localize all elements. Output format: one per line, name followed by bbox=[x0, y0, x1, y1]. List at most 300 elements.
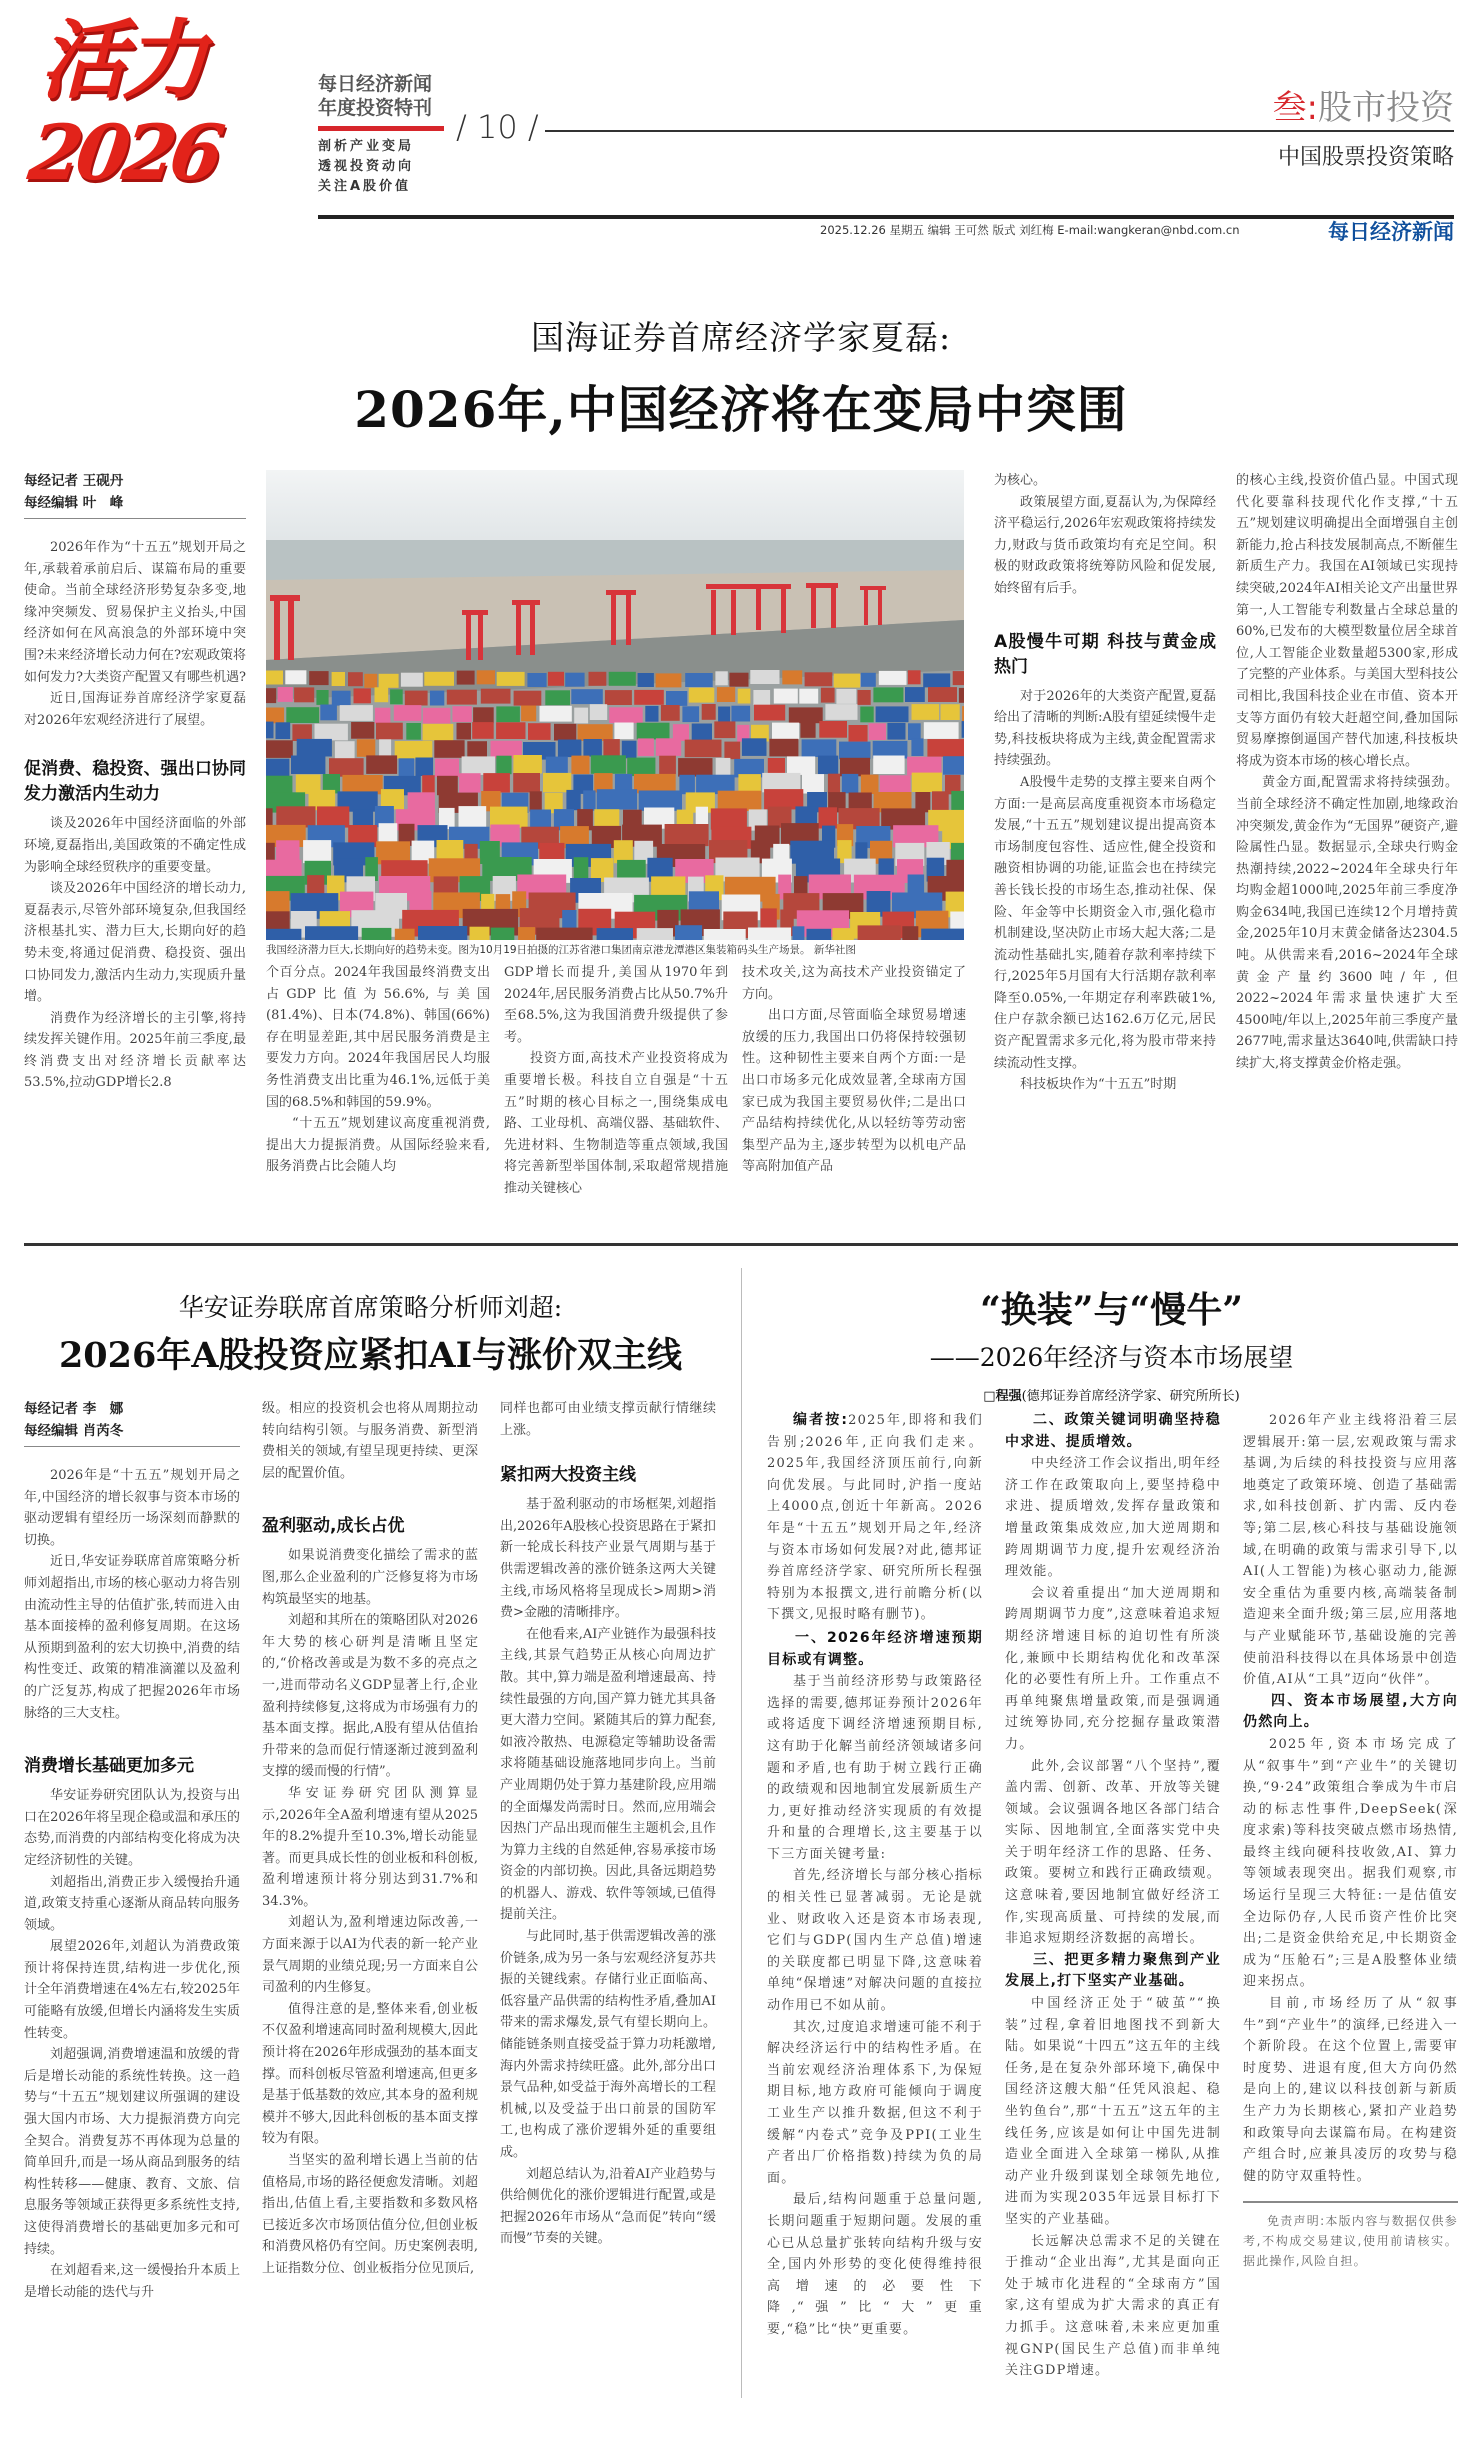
container-block bbox=[496, 706, 520, 722]
container-block bbox=[364, 674, 377, 688]
paragraph: 首先,经济增长与部分核心指标的相关性已显著减弱。无论是就业、财政收入还是资本市场表现,它们与GDP(国内生产总值)增速的关联度都已明显下降,这意味着单纯“保增速”对解决问题的直接拉动作用已不如从前。 bbox=[767, 1868, 983, 2014]
container-block bbox=[840, 758, 870, 777]
container-block bbox=[921, 929, 964, 940]
container-block bbox=[941, 704, 960, 720]
article3-point1-title: 一、2026年经济增速预期目标或有调整。 bbox=[767, 1629, 983, 1668]
container-block bbox=[496, 756, 511, 775]
container-block bbox=[375, 708, 391, 724]
container-block bbox=[908, 670, 921, 684]
container-block bbox=[434, 740, 464, 758]
container-block bbox=[342, 775, 382, 794]
container-block bbox=[861, 673, 876, 687]
container-block bbox=[924, 722, 959, 739]
container-block bbox=[738, 689, 751, 704]
container-block bbox=[276, 806, 315, 827]
container-block bbox=[748, 928, 791, 941]
masthead-divider-top bbox=[545, 130, 1454, 132]
container-block bbox=[880, 775, 911, 794]
article1-column2 bbox=[266, 962, 490, 1178]
section-name: 股市投资 bbox=[1318, 88, 1454, 128]
container-block bbox=[849, 725, 868, 742]
article1-column6 bbox=[1236, 470, 1458, 1075]
brand-logo: 每日经济新闻 bbox=[1328, 219, 1454, 244]
paragraph: 如果说消费变化描绘了需求的蓝图,那么企业盈利的广泛修复将为市场构筑最坚实的地基。 bbox=[262, 1548, 478, 1607]
container-block bbox=[518, 927, 535, 940]
article1-subhead1: 促消费、稳投资、强出口协同发力激活内生动力 bbox=[24, 759, 246, 805]
container-block bbox=[527, 673, 546, 687]
container-block bbox=[379, 739, 391, 757]
container-block bbox=[792, 926, 804, 940]
paragraph: 基于盈利驱动的市场框架,刘超指出,2026年A股核心投资思路在于紧扣新一轮成长科技产业景气周期与基于供需逻辑改善的涨价链条这两大关键主线,市场风格将呈现成长>周期>消费>金融的清晰排序。 bbox=[500, 1497, 716, 1621]
paragraph: 会议着重提出“加大逆周期和跨周期调节力度”,这意味着追求短期经济增速目标的迫切性有所淡化,兼顾中长期结构优化和改革深化的必要性有所上升。工作重点不再单纯聚焦增量政策,而是强调通过统筹协同,充分挖掘存量政策潜力。 bbox=[1005, 1585, 1221, 1752]
container-block bbox=[702, 704, 716, 720]
container-block bbox=[357, 739, 376, 757]
container-block bbox=[923, 673, 950, 687]
paragraph: 同样也都可由业绩支撑贡献行情继续上涨。 bbox=[500, 1401, 716, 1438]
container-block bbox=[406, 723, 421, 740]
container-block bbox=[276, 722, 291, 739]
article3-column1 bbox=[767, 1410, 983, 2341]
container-block bbox=[543, 773, 571, 792]
byline-reporter: 每经记者 李 娜 bbox=[24, 1401, 124, 1417]
container-block bbox=[614, 723, 633, 740]
byline-rule bbox=[24, 1446, 240, 1447]
container-block bbox=[666, 691, 687, 706]
container-block bbox=[689, 688, 715, 703]
container-block bbox=[483, 773, 510, 792]
container-block bbox=[675, 925, 702, 940]
section-divider bbox=[24, 1243, 1458, 1246]
paragraph: 华安证券研究团队测算显示,2026年全A盈利增速有望从2025年的8.2%提升至10.3%,增长动能显著。而更具成长性的创业板和科创板,盈利增速预计将分别达到31.7%和34.3%。 bbox=[262, 1785, 478, 1909]
container-block bbox=[656, 738, 681, 756]
container-block bbox=[605, 690, 632, 705]
container-block bbox=[907, 757, 941, 776]
paragraph: A股慢牛走势的支撑主要来自两个方面:一是高层高度重视资本市场稳定发展,“十五五”规划建议提出提高资本市场制度包容性、适应性,健全投资和融资相协调的功能,证监会也在持续完善长钱长投的市场生态,推动社保、保险、年金等中长期资金入市,强化稳市机制建设,坚决防止市场大起大落;二是流动性基础扎实,随着存款利率持续下行,2025年5月国有大行活期存款利率降至0.05%,一年期定存利率跌破1%,住户存款余额已达162.6万亿元,居民资产配置需求多元化,将为股市带来持续流动性支撑。 bbox=[994, 774, 1216, 1071]
container-block bbox=[908, 723, 921, 740]
container-block bbox=[467, 741, 487, 759]
container-block bbox=[638, 673, 654, 687]
date-editor-line: 2025.12.26 星期五 编辑 王可然 版式 刘红梅 E-mail:wangkeran@nbd.com.cn bbox=[820, 223, 1240, 237]
paragraph: 基于当前经济形势与政策路径选择的需要,德邦证券预计2026年或将适度下调经济增速预期目标,这有助于化解当前经济领域诸多问题和矛盾,也有助于树立践行正确的政绩观和因地制宜发展新质生产力,更好推动经济实现质的有效提升和量的合理增长,这主要基于以下三方面关键考量: bbox=[767, 1674, 983, 1862]
container-block bbox=[832, 928, 854, 940]
container-block bbox=[375, 687, 389, 702]
article3-point4-title: 四、资本市场展望,大方向仍然向上。 bbox=[1243, 1692, 1458, 1731]
container-block bbox=[802, 774, 824, 793]
paragraph: 对于2026年的大类资产配置,夏磊给出了清晰的判断:A股有望延续慢牛走势,科技板块将成为主线,黄金配置需求持续强劲。 bbox=[994, 688, 1216, 769]
container-block bbox=[266, 708, 284, 724]
byline-editor: 每经编辑 叶 峰 bbox=[24, 495, 124, 511]
container-block bbox=[912, 704, 940, 720]
paragraph: 长远解决总需求不足的关键在于推动“企业出海”,尤其是面向正处于城市化进程的“全球南方”国家,这有望成为扩大需求的真正有力抓手。这意味着,未来应更加重视GNP(国民生产总值)而非单纯关注GDP增速。 bbox=[1005, 2233, 1221, 2379]
container-block bbox=[390, 689, 403, 704]
author-box-icon: □ bbox=[983, 1389, 996, 1404]
container-block bbox=[590, 704, 607, 720]
container-block bbox=[714, 721, 735, 738]
photo-caption: 我国经济潜力巨大,长期向好的趋势未变。图为10月19日拍摄的江苏省港口集团南京港龙潭港区集装箱码头生产场景。 新华社图 bbox=[266, 944, 856, 956]
container-block bbox=[637, 723, 670, 740]
container-block bbox=[638, 738, 654, 756]
container-block bbox=[637, 928, 673, 940]
container-block bbox=[297, 739, 332, 757]
container-block bbox=[266, 929, 301, 940]
article1-column1 bbox=[24, 470, 246, 1094]
container-block bbox=[329, 758, 364, 777]
section-title bbox=[1273, 80, 1454, 129]
container-block bbox=[839, 742, 871, 760]
container-block bbox=[800, 721, 815, 738]
container-block bbox=[774, 689, 798, 704]
container-block bbox=[609, 672, 636, 686]
paragraph: 出口方面,尽管面临全球贸易增速放缓的压力,我国出口仍将保持较强韧性。这种韧性主要来自两个方面:一是出口市场多元化成效显著,全球南方国家已成为我国主要贸易伙伴;二是出口产品结构持续优化,从以轻纺等劳动密集型产品为主,逐步转型为以机电产品等高附加值产品 bbox=[742, 1008, 966, 1175]
container-block bbox=[754, 705, 785, 721]
container-block bbox=[332, 672, 345, 686]
paragraph: 当坚实的盈利增长遇上当前的估值格局,市场的路径便愈发清晰。刘超指出,估值上看,主要指数和多数风格已接近多次市场顶估值分位,但创业板和消费风格仍有空间。历史案例表明,上证指数分位、创业板指分位见顶后, bbox=[262, 2153, 478, 2276]
byline-rule bbox=[24, 518, 246, 519]
container-block bbox=[418, 926, 467, 940]
byline-reporter: 每经记者 王砚丹 bbox=[24, 473, 124, 489]
container-block bbox=[497, 672, 525, 686]
container-block bbox=[951, 791, 964, 811]
author-title: (德邦证券首席经济学家、研究所所长) bbox=[1021, 1389, 1240, 1404]
article3-subheadline: ——2026年经济与资本市场展望 bbox=[929, 1343, 1294, 1372]
container-block bbox=[578, 724, 613, 741]
container-block bbox=[303, 840, 331, 863]
article1-column4 bbox=[742, 962, 966, 1178]
port-container-photo bbox=[266, 470, 964, 940]
container-block bbox=[574, 857, 589, 881]
article3-column3 bbox=[1243, 1410, 1458, 2271]
container-block bbox=[634, 690, 664, 705]
container-block bbox=[571, 756, 589, 775]
container-block bbox=[315, 724, 348, 741]
container-block bbox=[401, 673, 423, 687]
paragraph: 刘超和其所在的策略团队对2026年大势的核心研判是清晰且坚定的,“价格改善或是为数不多的亮点之一,进而带动名义GDP显著上行,企业盈利持续修复,这将成为市场强有力的基本面支撑。据此,A股有望从估值抬升带来的急而促行情逐渐过渡到盈利支撑的缓而慢的行情”。 bbox=[262, 1613, 478, 1780]
container-block bbox=[554, 724, 576, 741]
container-block bbox=[656, 673, 682, 687]
container-block bbox=[457, 671, 475, 685]
container-block bbox=[415, 758, 433, 777]
container-block bbox=[858, 925, 901, 940]
container-block bbox=[753, 690, 770, 705]
article2-subhead3: 紧扣两大投资主线 bbox=[500, 1465, 636, 1486]
paragraph: 华安证券研究团队认为,投资与出口在2026年将呈现企稳或温和承压的态势,而消费的内部结构变化将成为决定经济韧性的关键。 bbox=[24, 1788, 240, 1868]
container-block bbox=[603, 739, 619, 757]
paragraph: 谈及2026年中国经济的增长动力,夏磊表示,尽管外部环境复杂,但我国经济根基扎实、潜力巨大,长期向好的趋势未变,将通过促消费、稳投资、强出口协同发力,激活内生动力,实现质升量增。 bbox=[24, 881, 246, 1005]
container-block bbox=[351, 722, 374, 739]
slogan-line2: 透视投资动向 bbox=[318, 159, 415, 174]
article2-column2 bbox=[262, 1398, 478, 2280]
container-block bbox=[682, 706, 699, 722]
container-block bbox=[583, 739, 602, 757]
container-block bbox=[661, 705, 680, 721]
paragraph: 刘超强调,消费增速温和放缓的背后是增长动能的系统性转换。这一趋势与“十五五”规划建议所强调的建设强大国内市场、大力提振消费方向完全契合。消费复苏不再体现为总量的简单回升,而是一场从商品到服务的结构性转移——健康、教育、文旅、信息服务等领域正获得更多系统性支持,这使得消费增长的基础更加多元和可持续。 bbox=[24, 2047, 240, 2257]
container-block bbox=[399, 758, 415, 777]
container-block bbox=[911, 738, 923, 756]
byline-editor: 每经编辑 肖芮冬 bbox=[24, 1423, 124, 1439]
paragraph: 值得注意的是,整体来看,创业板不仅盈利增速高同时盈利规模大,因此预计将在2026年形成强劲的基本面支撑。而科创板尽管盈利增速高,但更多是基于低基数的效应,其本身的盈利规模并不够大,因此科创板的基本面支撑较为有限。 bbox=[262, 2001, 478, 2147]
container-block bbox=[430, 691, 444, 706]
container-block bbox=[828, 774, 840, 793]
container-block bbox=[376, 723, 403, 740]
article1-headline: 2026年,中国经济将在变局中突围 bbox=[354, 380, 1128, 439]
paragraph: 2026年作为“十五五”规划开局之年,承载着承前启后、谋篇布局的重要使命。当前全球经济形势复杂多变,地缘冲突频发、贸易保护主义抬头,中国经济如何在风高浪急的外部环境中突围?未来经济增长动力何在?宏观政策将如何发力?大类资产配置又有哪些机遇? bbox=[24, 540, 246, 685]
container-block bbox=[395, 741, 433, 759]
disclaimer-rule bbox=[1243, 2201, 1458, 2203]
container-block bbox=[716, 758, 731, 777]
article3-author bbox=[741, 1385, 1482, 1404]
container-block bbox=[711, 808, 747, 829]
container-block bbox=[294, 687, 314, 702]
container-block bbox=[320, 705, 337, 721]
container-block bbox=[514, 691, 542, 706]
paragraph: 此外,会议部署“八个坚持”,覆盖内需、创新、改革、开放等关键领域。会议强调各地区各部门结合实际、因地制宜,全面落实党中央关于明年经济工作的思路、任务、政策。要树立和践行正确政绩观。这意味着,要因地制宜做好经济工作,实现高质量、可持续的发展,而非追求短期经济数据的高增长。 bbox=[1005, 1758, 1221, 1947]
container-block bbox=[818, 756, 838, 775]
container-block bbox=[879, 671, 907, 685]
container-block bbox=[305, 926, 358, 940]
container-block bbox=[513, 773, 540, 792]
container-block bbox=[491, 928, 515, 940]
container-block bbox=[266, 688, 276, 703]
paragraph: GDP增长而提升,美国从1970年到2024年,居民服务消费占比从50.7%升至68.5%,这为我国消费升级提供了参考。 bbox=[504, 965, 728, 1045]
section-subtitle: 中国股票投资策略 bbox=[1277, 145, 1454, 170]
section-number: 叁 bbox=[1272, 88, 1307, 128]
container-block bbox=[959, 688, 964, 703]
container-block bbox=[799, 689, 818, 704]
container-block bbox=[819, 721, 847, 738]
container-block bbox=[932, 791, 949, 811]
article2-column3 bbox=[500, 1398, 716, 2250]
slogan-line1: 剖析产业变局 bbox=[318, 139, 415, 154]
container-block bbox=[782, 670, 802, 684]
container-block bbox=[634, 774, 676, 793]
container-block bbox=[521, 706, 536, 722]
container-block bbox=[528, 723, 551, 740]
container-block bbox=[472, 722, 494, 739]
container-block bbox=[266, 671, 283, 685]
container-block bbox=[286, 707, 319, 723]
container-block bbox=[614, 840, 633, 863]
container-block bbox=[462, 756, 495, 775]
container-block bbox=[836, 689, 856, 704]
container-block bbox=[548, 672, 564, 686]
article3-point2-title: 二、政策关键词明确坚持稳中求进、提质增效。 bbox=[1005, 1412, 1221, 1450]
container-block bbox=[802, 739, 837, 757]
container-block bbox=[332, 691, 351, 706]
article2-subhead1: 消费增长基础更加多元 bbox=[24, 1756, 194, 1777]
port-photo-illustration bbox=[266, 470, 964, 940]
container-block bbox=[536, 928, 592, 940]
container-block bbox=[447, 690, 477, 705]
article2-column1 bbox=[24, 1398, 240, 2303]
container-block bbox=[362, 928, 392, 940]
container-block bbox=[278, 687, 293, 702]
container-block bbox=[422, 775, 435, 794]
paragraph: 近日,华安证券联席首席策略分析师刘超指出,市场的核心驱动力将告别由流动性主导的估值扩张,转而进入由基本面接棒的盈利修复周期。在这场从预期到盈利的宏大切换中,消费的结构性变迁、政策的精准滴灌以及盈利的广泛复苏,构成了把握2026年市场脉络的三大支柱。 bbox=[24, 1554, 240, 1721]
container-block bbox=[558, 740, 582, 758]
container-block bbox=[574, 708, 588, 724]
article3-point3-title: 三、把更多精力聚焦到产业发展上,打下坚实产业基础。 bbox=[1005, 1951, 1221, 1990]
container-block bbox=[742, 738, 767, 756]
container-block bbox=[764, 789, 803, 809]
column-divider bbox=[741, 1268, 742, 2398]
container-block bbox=[685, 673, 713, 687]
container-block bbox=[379, 674, 399, 688]
paragraph: 目前,市场经历了从“叙事牛”到“产业牛”的演绎,已经进入一个新阶段。在这个位置上,需要审时度势、进退有度,但大方向仍然是向上的,建议以科技创新与新质生产力为长期核心,紧扣产业趋势和政策导向去谋篇布局。在构建资产组合时,应兼具凌厉的攻势与稳健的防守双重特性。 bbox=[1243, 1996, 1458, 2184]
container-block bbox=[717, 687, 735, 702]
container-block bbox=[645, 706, 658, 722]
container-block bbox=[266, 740, 293, 758]
container-block bbox=[772, 723, 799, 740]
paper-name-line2: 年度投资特刊 bbox=[318, 97, 433, 119]
container-block bbox=[858, 690, 871, 705]
container-block bbox=[860, 707, 873, 723]
container-block bbox=[769, 739, 798, 757]
container-block bbox=[627, 758, 655, 777]
container-block bbox=[659, 756, 676, 775]
container-block bbox=[738, 774, 761, 793]
container-block bbox=[470, 927, 490, 940]
masthead-red-bar bbox=[318, 126, 444, 131]
paragraph: 2025年,资本市场完成了从“叙事牛”到“产业牛”的关键切换,“9·24”政策组合拳成为牛市启动的标志性事件,DeepSeek(深度求索)等科技突破点燃市场热情,最终主线向硬科技收敛,AI、算力等领域表现突出。据我们观察,市场运行呈现三大特征:一是估值安全边际仍存,人民币资产性价比突出;二是资金供给充足,中长期资金成为“压舱石”;三是A股整体业绩迎来拐点。 bbox=[1243, 1736, 1458, 1990]
container-block bbox=[873, 756, 904, 775]
container-block bbox=[825, 704, 857, 720]
container-block bbox=[589, 672, 607, 686]
container-block bbox=[609, 707, 643, 723]
container-block bbox=[496, 722, 525, 739]
slogan-line3: 关注A股价值 bbox=[318, 179, 412, 194]
container-block bbox=[842, 774, 859, 793]
container-block bbox=[481, 689, 511, 704]
container-block bbox=[395, 929, 415, 940]
container-block bbox=[807, 929, 832, 940]
container-block bbox=[335, 741, 355, 759]
paragraph: 级。相应的投资机会也将从周期拉动转向结构引领。与服务消费、新型消费相关的领域,有望呈现更持续、更深层的配置价值。 bbox=[262, 1401, 478, 1481]
masthead-block bbox=[318, 72, 444, 197]
paragraph: 中央经济工作会议指出,明年经济工作在政策取向上,要坚持稳中求进、提质增效,发挥存量政策和增量政策集成效应,加大逆周期和跨周期调节力度,提升宏观经济治理效能。 bbox=[1005, 1456, 1221, 1580]
disclaimer: 免责声明:本版内容与数据仅供参考,不构成交易建议,使用前请核实。据此操作,风险自担。 bbox=[1243, 2214, 1458, 2269]
container-block bbox=[266, 759, 289, 778]
container-block bbox=[729, 673, 748, 687]
masthead-divider-bottom bbox=[318, 215, 1454, 219]
container-block bbox=[805, 672, 833, 686]
article2-kicker: 华安证券联席首席策略分析师刘超: bbox=[178, 1293, 563, 1322]
container-block bbox=[405, 691, 428, 706]
container-block bbox=[731, 706, 750, 722]
container-block bbox=[540, 706, 572, 722]
paragraph: 消费作为经济增长的主引擎,将持续发挥关键作用。2025年前三季度,最终消费支出对经济增长贡献率达53.5%,拉动GDP增长2.8 bbox=[24, 1010, 246, 1091]
container-block bbox=[424, 672, 454, 686]
paragraph: 在刘超看来,这一缓慢抬升本质上是增长动能的迭代与升 bbox=[24, 2263, 240, 2300]
container-block bbox=[819, 807, 838, 828]
container-block bbox=[366, 755, 397, 774]
container-block bbox=[423, 708, 451, 724]
container-block bbox=[912, 773, 942, 792]
container-block bbox=[292, 724, 312, 741]
container-block bbox=[354, 688, 371, 703]
container-block bbox=[887, 723, 905, 740]
paragraph: 2026年产业主线将沿着三层逻辑展开:第一层,宏观政策与需求基调,为后续的科技投资与应用落地奠定了政策环境、创造了基础需求,如科技创新、扩内需、反内卷等;第二层,核心科技与基础设施领域,在明确的政策与需求引导下,以AI(人工智能)为核心驱动力,能源安全重估为重要内核,高端装备制造迎来全面升级;第三层,应用落地与产业赋能环节,基础设施的完善使前沿科技得以在具体场景中创造价值,AI从“工具”迈向“伙伴”。 bbox=[1243, 1413, 1458, 1688]
container-block bbox=[583, 790, 595, 810]
container-block bbox=[394, 705, 422, 721]
container-block bbox=[902, 926, 918, 940]
container-block bbox=[459, 773, 481, 792]
container-block bbox=[530, 791, 542, 811]
container-block bbox=[565, 673, 584, 687]
container-block bbox=[724, 742, 740, 760]
container-block bbox=[437, 776, 458, 795]
container-block bbox=[715, 671, 727, 685]
container-block bbox=[435, 759, 459, 778]
container-block bbox=[597, 789, 637, 809]
author-name: 程强 bbox=[995, 1389, 1022, 1404]
container-block bbox=[718, 707, 730, 723]
container-block bbox=[789, 707, 823, 723]
article2-subhead2: 盈利驱动,成长占优 bbox=[262, 1516, 405, 1537]
article2-headline: 2026年A股投资应紧扣AI与涨价双主线 bbox=[58, 1335, 683, 1376]
container-block bbox=[452, 706, 471, 722]
paragraph: 最后,结构问题重于总量问题,长期问题重于短期问题。发展的重心已从总量扩张转向结构升级与安全,国内外形势的变化使得维持很高增速的必要性下降,“强”比“大”更重要,“稳”比“快”更重要。 bbox=[767, 2192, 983, 2337]
paragraph: 科技板块作为“十五五”时期 bbox=[1020, 1077, 1177, 1093]
container-block bbox=[692, 724, 712, 741]
container-block bbox=[546, 757, 568, 776]
container-block bbox=[285, 670, 306, 684]
editor-note-text: 2025年,即将和我们告别;2026年,正向我们走来。2025年,我国经济顶压前行,向新向优发展。与此同时,沪指一度站上4000点,创近十年新高。2026年是“十五五”规划开局之年,经济与资本市场如何发展?对此,德邦证券首席经济学家、研究所所长程强特别为本报撰文,进行前瞻分析(以下撰文,见报时略有删节)。 bbox=[767, 1413, 983, 1623]
container-block bbox=[927, 739, 964, 757]
container-block bbox=[869, 723, 886, 740]
container-block bbox=[459, 806, 487, 827]
paragraph: 在他看来,AI产业链作为最强科技主线,其景气趋势正从核心向周边扩散。其中,算力端是盈利增速最高、持续性最强的方向,国产算力链尤其具备更大潜力空间。紧随其后的算力配套,如液冷散热、电源稳定等辅助设备需求将随基础设施落地同步向上。当前产业周期仍处于算力基建阶段,应用端的全面爆发尚需时日。然而,应用端会因热门产品出现而催生主题机会,且作为算力主线的自然延伸,容易承接市场资金的内部切换。因此,具备远期趋势的机器人、游戏、软件等领域,已值得提前关注。 bbox=[500, 1626, 716, 1923]
section-sep: : bbox=[1306, 88, 1318, 128]
container-block bbox=[309, 671, 328, 685]
paragraph: 刘超指出,消费正步入缓慢抬升通道,政策支持重心逐渐从商品转向服务领域。 bbox=[24, 1874, 240, 1933]
container-block bbox=[821, 688, 835, 703]
container-block bbox=[477, 670, 495, 684]
container-block bbox=[545, 690, 570, 705]
container-block bbox=[513, 755, 542, 774]
paragraph: 为核心。 bbox=[994, 473, 1047, 488]
container-block bbox=[787, 756, 815, 775]
container-block bbox=[685, 740, 722, 758]
container-block bbox=[704, 929, 746, 940]
container-block bbox=[423, 724, 454, 741]
article3-headline: “换装”与“慢牛” bbox=[980, 1289, 1243, 1331]
logo-huoli: 活力 bbox=[40, 10, 204, 111]
container-block bbox=[873, 687, 903, 702]
paragraph: 2026年是“十五五”规划开局之年,中国经济的增长叙事与资本市场的驱动逻辑有望经历一场深刻而静默的切换。 bbox=[24, 1468, 240, 1548]
paragraph: 技术攻关,这为高技术产业投资锚定了方向。 bbox=[742, 965, 966, 1002]
paragraph: 投资方面,高技术产业投资将成为重要增长极。科技自立自强是“十五五”时期的核心目标之一,围绕集成电路、工业母机、高端仪器、基础软件、先进材料、生物制造等重点领域,我国将完善新型举国体制,采取超常规措施推动关键核心 bbox=[504, 1051, 728, 1196]
container-block bbox=[266, 776, 292, 795]
paragraph: 其次,过度追求增速可能不利于解决经济运行中的结构性矛盾。在当前宏观经济治理体系下,为保短期目标,地方政府可能倾向于调度工业生产以推升数据,但这不利于缓解“内卷式”竞争及PPI(工业生产者出厂价格指数)持续为负的局面。 bbox=[767, 2019, 983, 2186]
article1-column5 bbox=[994, 470, 1216, 1096]
container-block bbox=[834, 674, 860, 688]
editor-note bbox=[767, 1410, 983, 1626]
paragraph: 的核心主线,投资价值凸显。中国式现代化要靠科技现代化作支撑,“十五五”规划建议明确提出全面增强自主创新能力,抢占科技发展制高点,不断催生新质生产力。我国在AI领域已实现持续突破,2024年AI相关论文产出量世界第一,人工智能专利数量占全球总量的60%,已发布的大模型数量位居全球首位,人工智能企业数量超5300家,形成了完整的产业体系。与美国大型科技公司相比,我国科技企业在市值、资本开支等方面仍有较大赶超空间,叠加国际贸易摩擦倒逼国产替代加速,科技板块将成为资本市场的核心增长点。 bbox=[1236, 473, 1458, 769]
container-block bbox=[928, 687, 957, 702]
article1-column3 bbox=[504, 962, 728, 1200]
container-block bbox=[943, 756, 964, 775]
paragraph: 黄金方面,配置需求将持续强劲。当前全球经济不确定性加剧,地缘政治冲突频发,黄金作为“无国界”硬资产,避险属性凸显。数据显示,全球央行购金热潮持续,2022~2024年全球央行年均购金超1000吨,2025年前三季度净购金634吨,我国已连续12个月增持黄金,2025年10月末黄金储备达2304.5吨。从供需来看,2016~2024年全球黄金产量约3600吨/年,但2022~2024年需求量快速扩大至4500吨/年以上,2025年前三季度产量2677吨,需求量达3640吨,供需缺口持续扩大,将支撑黄金价格走强。 bbox=[1236, 775, 1458, 1072]
container-block bbox=[316, 690, 328, 705]
paragraph: 谈及2026年中国经济面临的外部环境,夏磊指出,美国政策的不确定性成为影响全球经贸秩序的重要变量。 bbox=[24, 816, 246, 875]
container-block bbox=[317, 806, 349, 827]
container-block bbox=[340, 705, 373, 721]
container-block bbox=[591, 755, 626, 774]
container-block bbox=[750, 670, 779, 684]
paragraph: 个百分点。2024年我国最终消费支出占GDP比值为56.6%,与美国(81.4%)、日本(74.8%)、韩国(66%)存在明显差距,其中居民服务消费是主要发力方向。2024年我国居民人均服务性消费支出比重为46.1%,远低于美国的68.5%和韩国的59.9%。 bbox=[266, 965, 490, 1110]
container-block bbox=[348, 672, 363, 686]
container-block bbox=[678, 758, 712, 777]
